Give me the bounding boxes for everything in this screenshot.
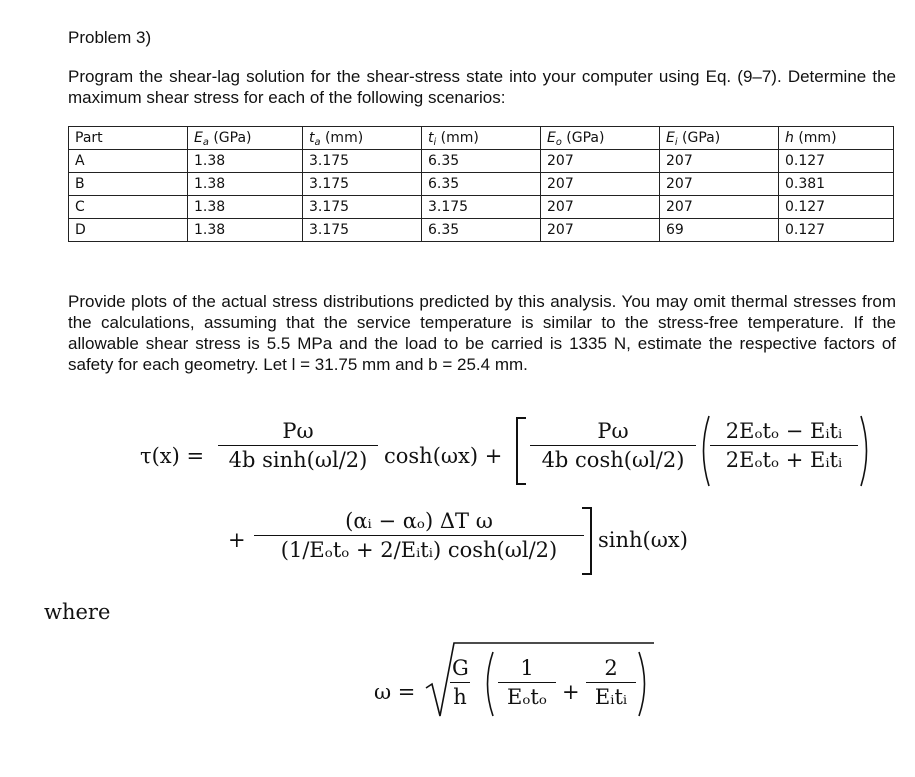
one-numerator: 1 bbox=[520, 656, 534, 680]
table-row bbox=[69, 173, 894, 196]
omega-plus-sign: + bbox=[562, 680, 580, 704]
eoto-denominator: Eₒtₒ bbox=[498, 682, 556, 709]
problem-description-text: Provide plots of the actual stress distributions predicted by this analysis. You may omit thermal stresses from the calculations, assuming that the service temperature is similar to the stress-free temperature. If the allowable shear stress is 5.5 MPa and the load to be carried is 1335 N, estimate the respective factors of safety for each geometry. Let l = 31.75 mm and b = 25.4 mm. bbox=[68, 292, 896, 374]
table-cell: 0.127 bbox=[779, 150, 894, 173]
table-cell: B bbox=[69, 173, 188, 196]
header-h: h (mm) bbox=[779, 127, 894, 150]
omega-left-paren bbox=[480, 650, 496, 718]
table-cell: 0.381 bbox=[779, 173, 894, 196]
eiti-denominator: Eᵢtᵢ bbox=[586, 682, 636, 709]
term2-denominator: 4b cosh(ωl/2) bbox=[530, 445, 696, 472]
table-cell: 207 bbox=[541, 219, 660, 242]
right-square-bracket bbox=[580, 506, 594, 576]
table-cell: 207 bbox=[541, 150, 660, 173]
one-over-eoto-fraction bbox=[498, 656, 556, 709]
header-ea: $E_a$ (GPa) bbox=[188, 127, 303, 150]
term3-sinh: sinh(ωx) bbox=[598, 528, 688, 552]
table-cell: 3.175 bbox=[303, 196, 422, 219]
left-square-bracket bbox=[514, 416, 528, 486]
equation-lhs: τ(x) = bbox=[140, 444, 205, 468]
term1-cosh: cosh(ωx) + bbox=[384, 444, 503, 468]
parameter-table bbox=[68, 126, 894, 242]
term3-numerator: (αᵢ − αₒ) ΔT ω bbox=[345, 509, 493, 533]
header-ei: $E_i$ (GPa) bbox=[660, 127, 779, 150]
table-row bbox=[69, 219, 894, 242]
problem-intro-text: Program the shear-lag solution for the shear-stress state into your computer using Eq. (9–7). Determine the maximum shear stress for each of the following scenarios: bbox=[68, 67, 896, 107]
table-cell: 6.35 bbox=[422, 219, 541, 242]
table-cell: 207 bbox=[541, 196, 660, 219]
omega-lhs: ω = bbox=[374, 680, 416, 704]
table-cell: 69 bbox=[660, 219, 779, 242]
table-cell: 1.38 bbox=[188, 196, 303, 219]
table-cell: 1.38 bbox=[188, 173, 303, 196]
two-over-eiti-fraction bbox=[586, 656, 636, 709]
right-paren bbox=[858, 414, 874, 488]
term2-fraction bbox=[530, 419, 696, 472]
table-cell: 3.175 bbox=[303, 173, 422, 196]
g-numerator: G bbox=[452, 656, 469, 680]
h-denominator: h bbox=[450, 682, 470, 709]
term3-fraction bbox=[254, 509, 584, 562]
term1-fraction bbox=[218, 419, 378, 472]
table-row bbox=[69, 150, 894, 173]
g-over-h-fraction bbox=[450, 656, 470, 709]
table-cell: 0.127 bbox=[779, 196, 894, 219]
table-cell: 207 bbox=[660, 150, 779, 173]
header-part: Part bbox=[69, 127, 188, 150]
table-cell: 0.127 bbox=[779, 219, 894, 242]
table-cell: C bbox=[69, 196, 188, 219]
plus-sign: + bbox=[228, 528, 246, 552]
term3-denominator: (1/Eₒtₒ + 2/Eᵢtᵢ) cosh(ωl/2) bbox=[254, 535, 584, 562]
table-cell: 6.35 bbox=[422, 173, 541, 196]
header-ti: $t_i$ (mm) bbox=[422, 127, 541, 150]
omega-right-paren bbox=[636, 650, 652, 718]
ratio-numerator: 2Eₒtₒ − Eᵢtᵢ bbox=[725, 419, 843, 443]
table-cell: 207 bbox=[660, 196, 779, 219]
table-cell: 1.38 bbox=[188, 150, 303, 173]
table-cell: 3.175 bbox=[303, 150, 422, 173]
header-eo: $E_o$ (GPa) bbox=[541, 127, 660, 150]
table-cell: D bbox=[69, 219, 188, 242]
table-cell: 207 bbox=[660, 173, 779, 196]
table-header-row bbox=[69, 127, 894, 150]
table-cell: 207 bbox=[541, 173, 660, 196]
table-cell: 1.38 bbox=[188, 219, 303, 242]
two-numerator: 2 bbox=[604, 656, 618, 680]
ratio-fraction bbox=[710, 419, 858, 472]
table-cell: 6.35 bbox=[422, 150, 541, 173]
term1-denominator: 4b sinh(ωl/2) bbox=[218, 445, 378, 472]
where-label: where bbox=[44, 600, 111, 624]
ratio-denominator: 2Eₒtₒ + Eᵢtᵢ bbox=[710, 445, 858, 472]
header-ta: $t_a$ (mm) bbox=[303, 127, 422, 150]
term1-numerator: Pω bbox=[282, 419, 314, 443]
table-cell: A bbox=[69, 150, 188, 173]
problem-title: Problem 3) bbox=[68, 28, 152, 47]
table-cell: 3.175 bbox=[422, 196, 541, 219]
table-cell: 3.175 bbox=[303, 219, 422, 242]
term2-numerator: Pω bbox=[597, 419, 629, 443]
table-row bbox=[69, 196, 894, 219]
